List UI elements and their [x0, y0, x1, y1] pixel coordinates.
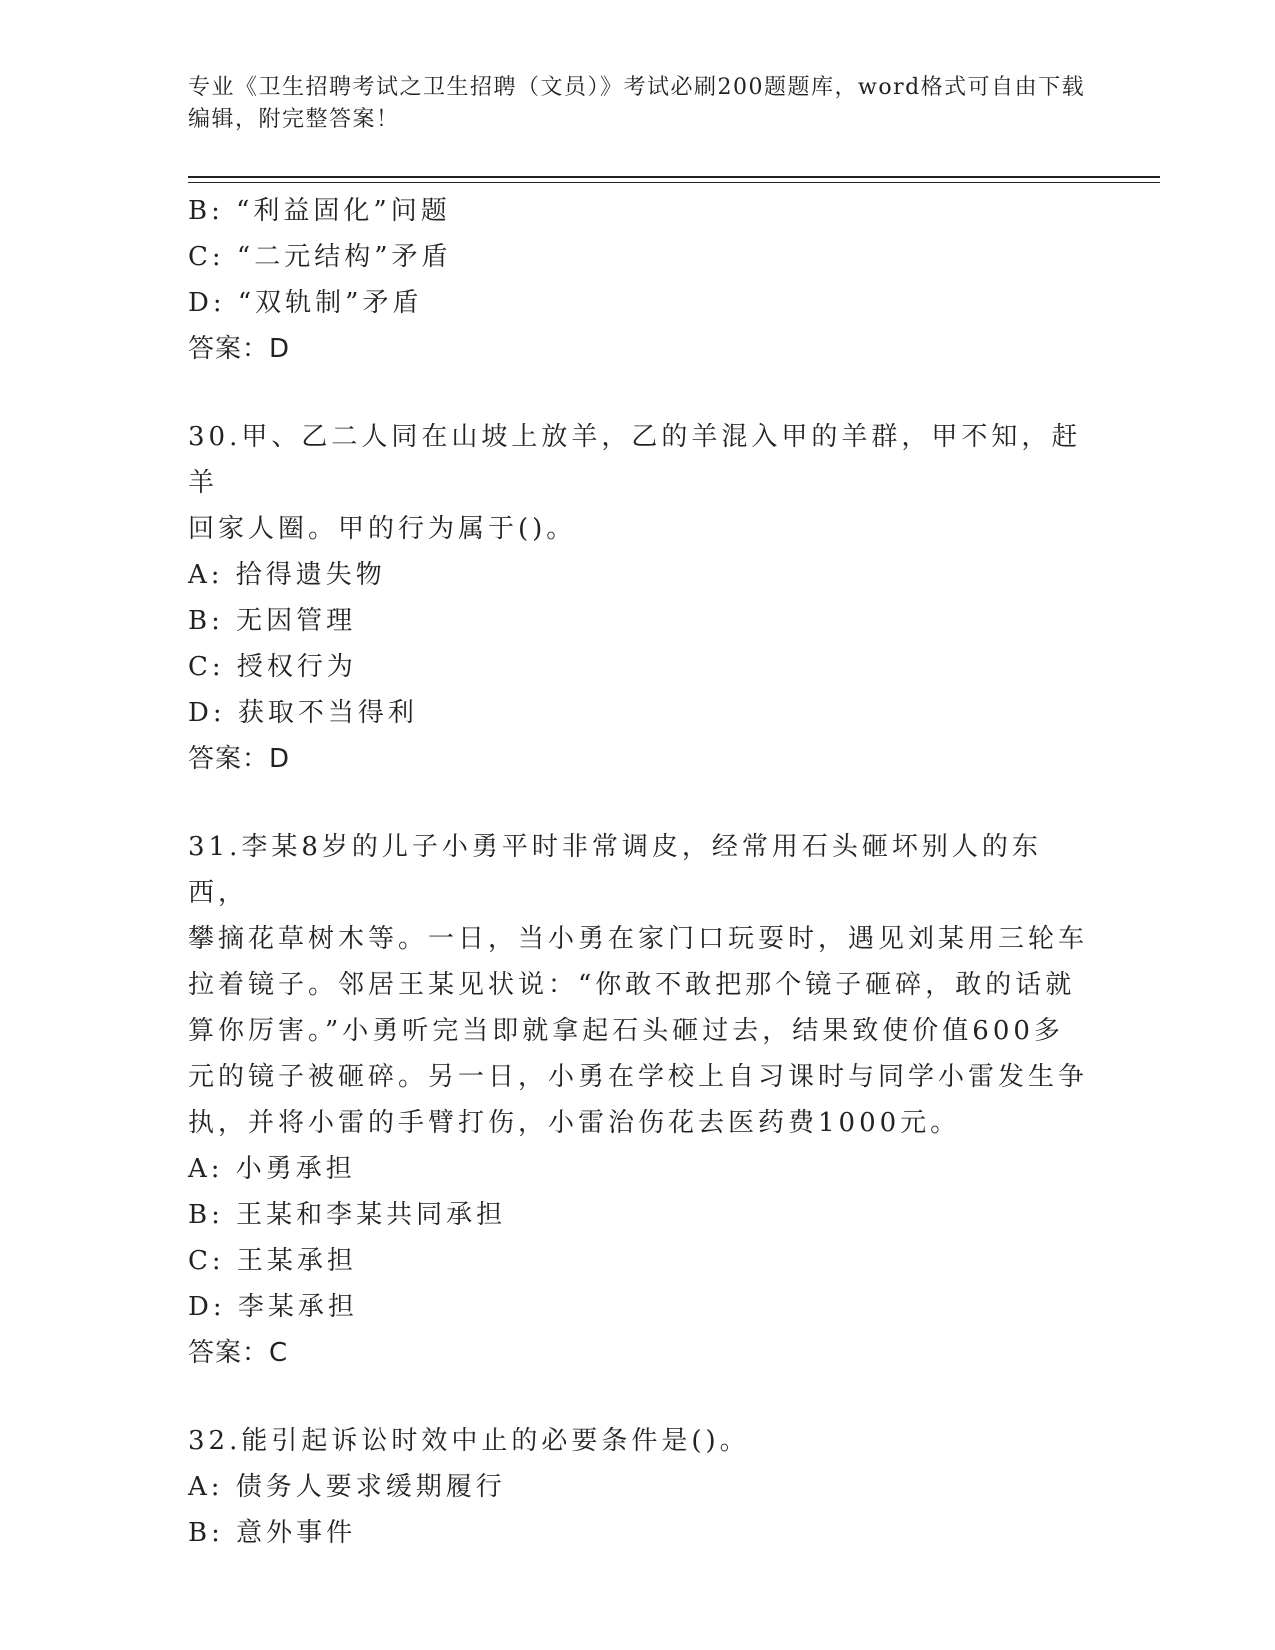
question-text: 31.李某8岁的儿子小勇平时非常调皮，经常用石头砸坏别人的东西， 攀摘花草树木等。一日，当小勇在家门口玩耍时，遇见刘某用三轮车 拉着镜子。邻居王某见状说：“你敢不敢把那个镜子砸碎，敢的话就 算你厉害。”小勇听完当即就拿起石头砸过去，结果致使价值600多 元的镜子被砸碎。另一日，小勇在学校上自习课时与同学小雷发生争 执，并将小雷的手臂打伤，小雷治伤花去医药费1000元。: [188, 832, 1089, 1138]
question-32: [188, 1418, 1088, 1556]
header-divider: [188, 176, 1160, 178]
answer-line: 答案：C: [188, 1338, 289, 1368]
previous-question-tail: [188, 188, 1088, 372]
option-a: A: 小勇承担: [188, 1154, 356, 1184]
question-30: [188, 414, 1088, 782]
option-d: D: “双轨制”矛盾: [188, 288, 423, 318]
header-divider-thin: [188, 182, 1160, 183]
question-text: 30.甲、乙二人同在山坡上放羊，乙的羊混入甲的羊群，甲不知，赶羊 回家人圈。甲的行为属于()。: [188, 422, 1082, 544]
document-header: 专业《卫生招聘考试之卫生招聘（文员）》考试必刷200题题库，word格式可自由下载编辑，附完整答案！: [188, 75, 1086, 132]
option-b: B: 王某和李某共同承担: [188, 1200, 507, 1230]
option-a: A: 拾得遗失物: [188, 560, 386, 590]
answer-line: 答案：D: [188, 744, 291, 774]
option-d: D: 获取不当得利: [188, 698, 418, 728]
option-c: C: 授权行为: [188, 652, 357, 682]
question-content: [188, 188, 1088, 1556]
question-31: [188, 824, 1088, 1376]
option-b: B: 无因管理: [188, 606, 357, 636]
option-c: C: 王某承担: [188, 1246, 357, 1276]
option-b: B: “利益固化”问题: [188, 196, 451, 226]
question-text: 32.能引起诉讼时效中止的必要条件是()。: [188, 1426, 750, 1456]
option-b: B: 意外事件: [188, 1518, 357, 1548]
option-d: D: 李某承担: [188, 1292, 358, 1322]
option-c: C: “二元结构”矛盾: [188, 242, 452, 272]
option-a: A: 债务人要求缓期履行: [188, 1472, 506, 1502]
answer-line: 答案：D: [188, 334, 291, 364]
